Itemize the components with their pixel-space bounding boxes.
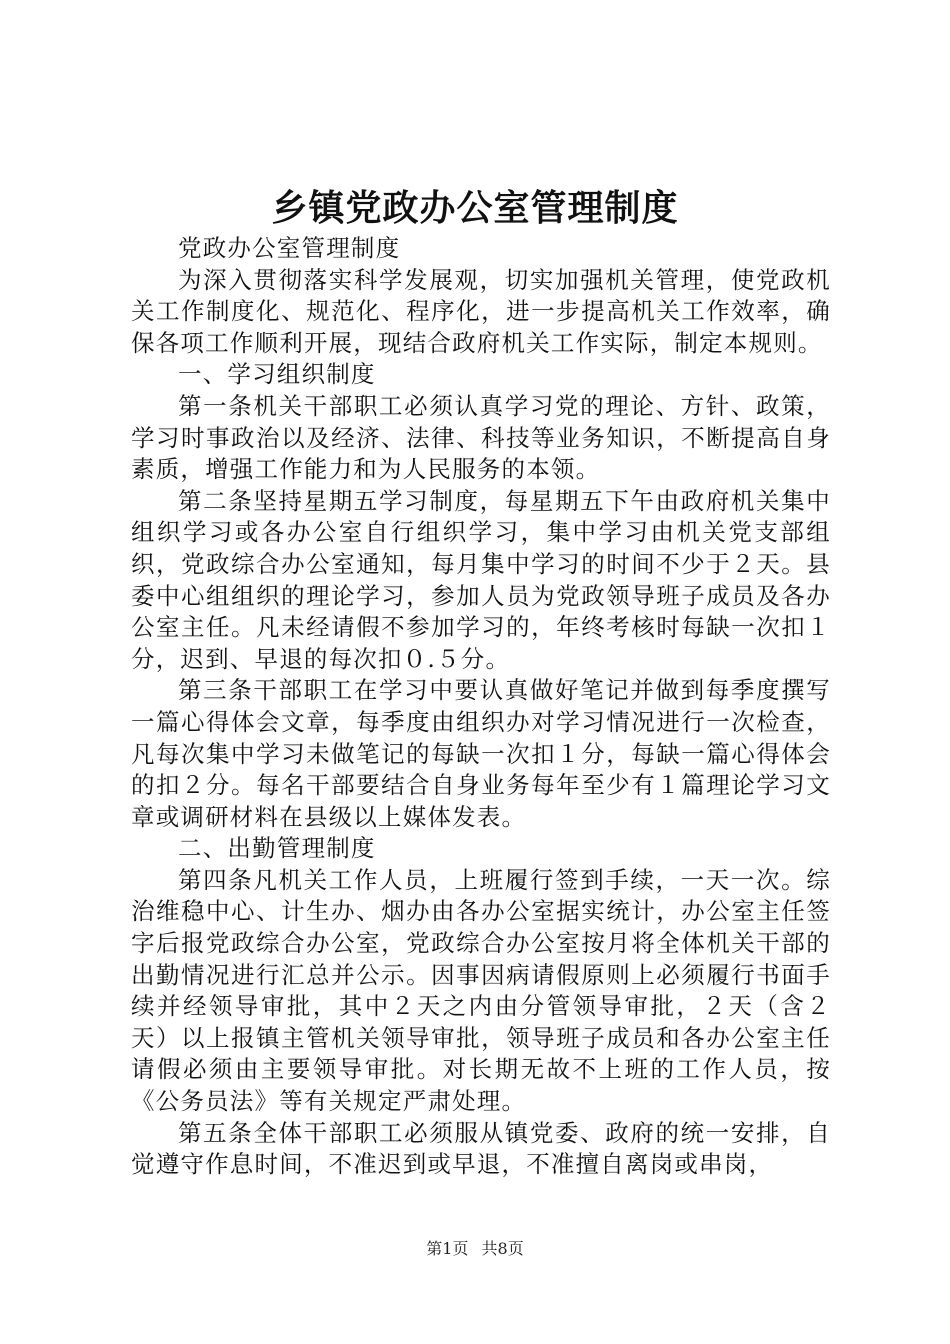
section-heading-study: 一、学习组织制度 <box>178 360 376 389</box>
paragraph-article-4: 第四条凡机关工作人员，上班履行签到手续，一天一次。综治维稳中心、计生办、烟办由各办公室据实统计，办公室主任签字后报党政综合办公室，党政综合办公室按月将全体机关干部的出勤情况进行汇总并公示。因事因病请假原则上必须履行书面手续并经领导审批，其中２天之内由分管领导审批，２天（含２天）以上报镇主管机关领导审批，领导班子成员和各办公室主任请假必须由主要领导审批。对长期无故不上班的工作人员，按《公务员法》等有关规定严肃处理。 <box>131 865 831 1116</box>
paragraph-preamble: 为深入贯彻落实科学发展观，切实加强机关管理，使党政机关工作制度化、规范化、程序化，进一步提高机关工作效率，确保各项工作顺利开展，现结合政府机关工作实际，制定本规则。 <box>131 265 831 357</box>
page-total: 共8页 <box>481 1239 524 1258</box>
paragraph-article-1: 第一条机关干部职工必须认真学习党的理论、方针、政策，学习时事政治以及经济、法律、科技等业务知识，不断提高自身素质，增强工作能力和为人民服务的本领。 <box>131 391 831 484</box>
page-footer <box>0 1237 950 1261</box>
page-number: 第1页 <box>426 1239 469 1258</box>
paragraph-article-3: 第三条干部职工在学习中要认真做好笔记并做到每季度撰写一篇心得体会文章，每季度由组织办对学习情况进行一次检查，凡每次集中学习未做笔记的每缺一次扣１分，每缺一篇心得体会的扣２分。每名干部要结合自身业务每年至少有１篇理论学习文章或调研材料在县级以上媒体发表。 <box>131 676 831 831</box>
document-body <box>131 233 831 1181</box>
paragraph-article-5: 第五条全体干部职工必须服从镇党委、政府的统一安排，自觉遵守作息时间，不准迟到或早退，不准擅自离岗或串岗， <box>131 1118 831 1179</box>
paragraph-article-2: 第二条坚持星期五学习制度，每星期五下午由政府机关集中组织学习或各办公室自行组织学习，集中学习由机关党支部组织，党政综合办公室通知，每月集中学习的时间不少于２天。县委中心组组织的理论学习，参加人员为党政领导班子成员及各办公室主任。凡未经请假不参加学习的，年终考核时每缺一次扣１分，迟到、早退的每次扣０.５分。 <box>131 486 831 673</box>
section-heading-attendance: 二、出勤管理制度 <box>178 834 376 863</box>
document-title: 乡镇党政办公室管理制度 <box>271 187 679 229</box>
paragraph-subtitle: 党政办公室管理制度 <box>178 234 401 262</box>
